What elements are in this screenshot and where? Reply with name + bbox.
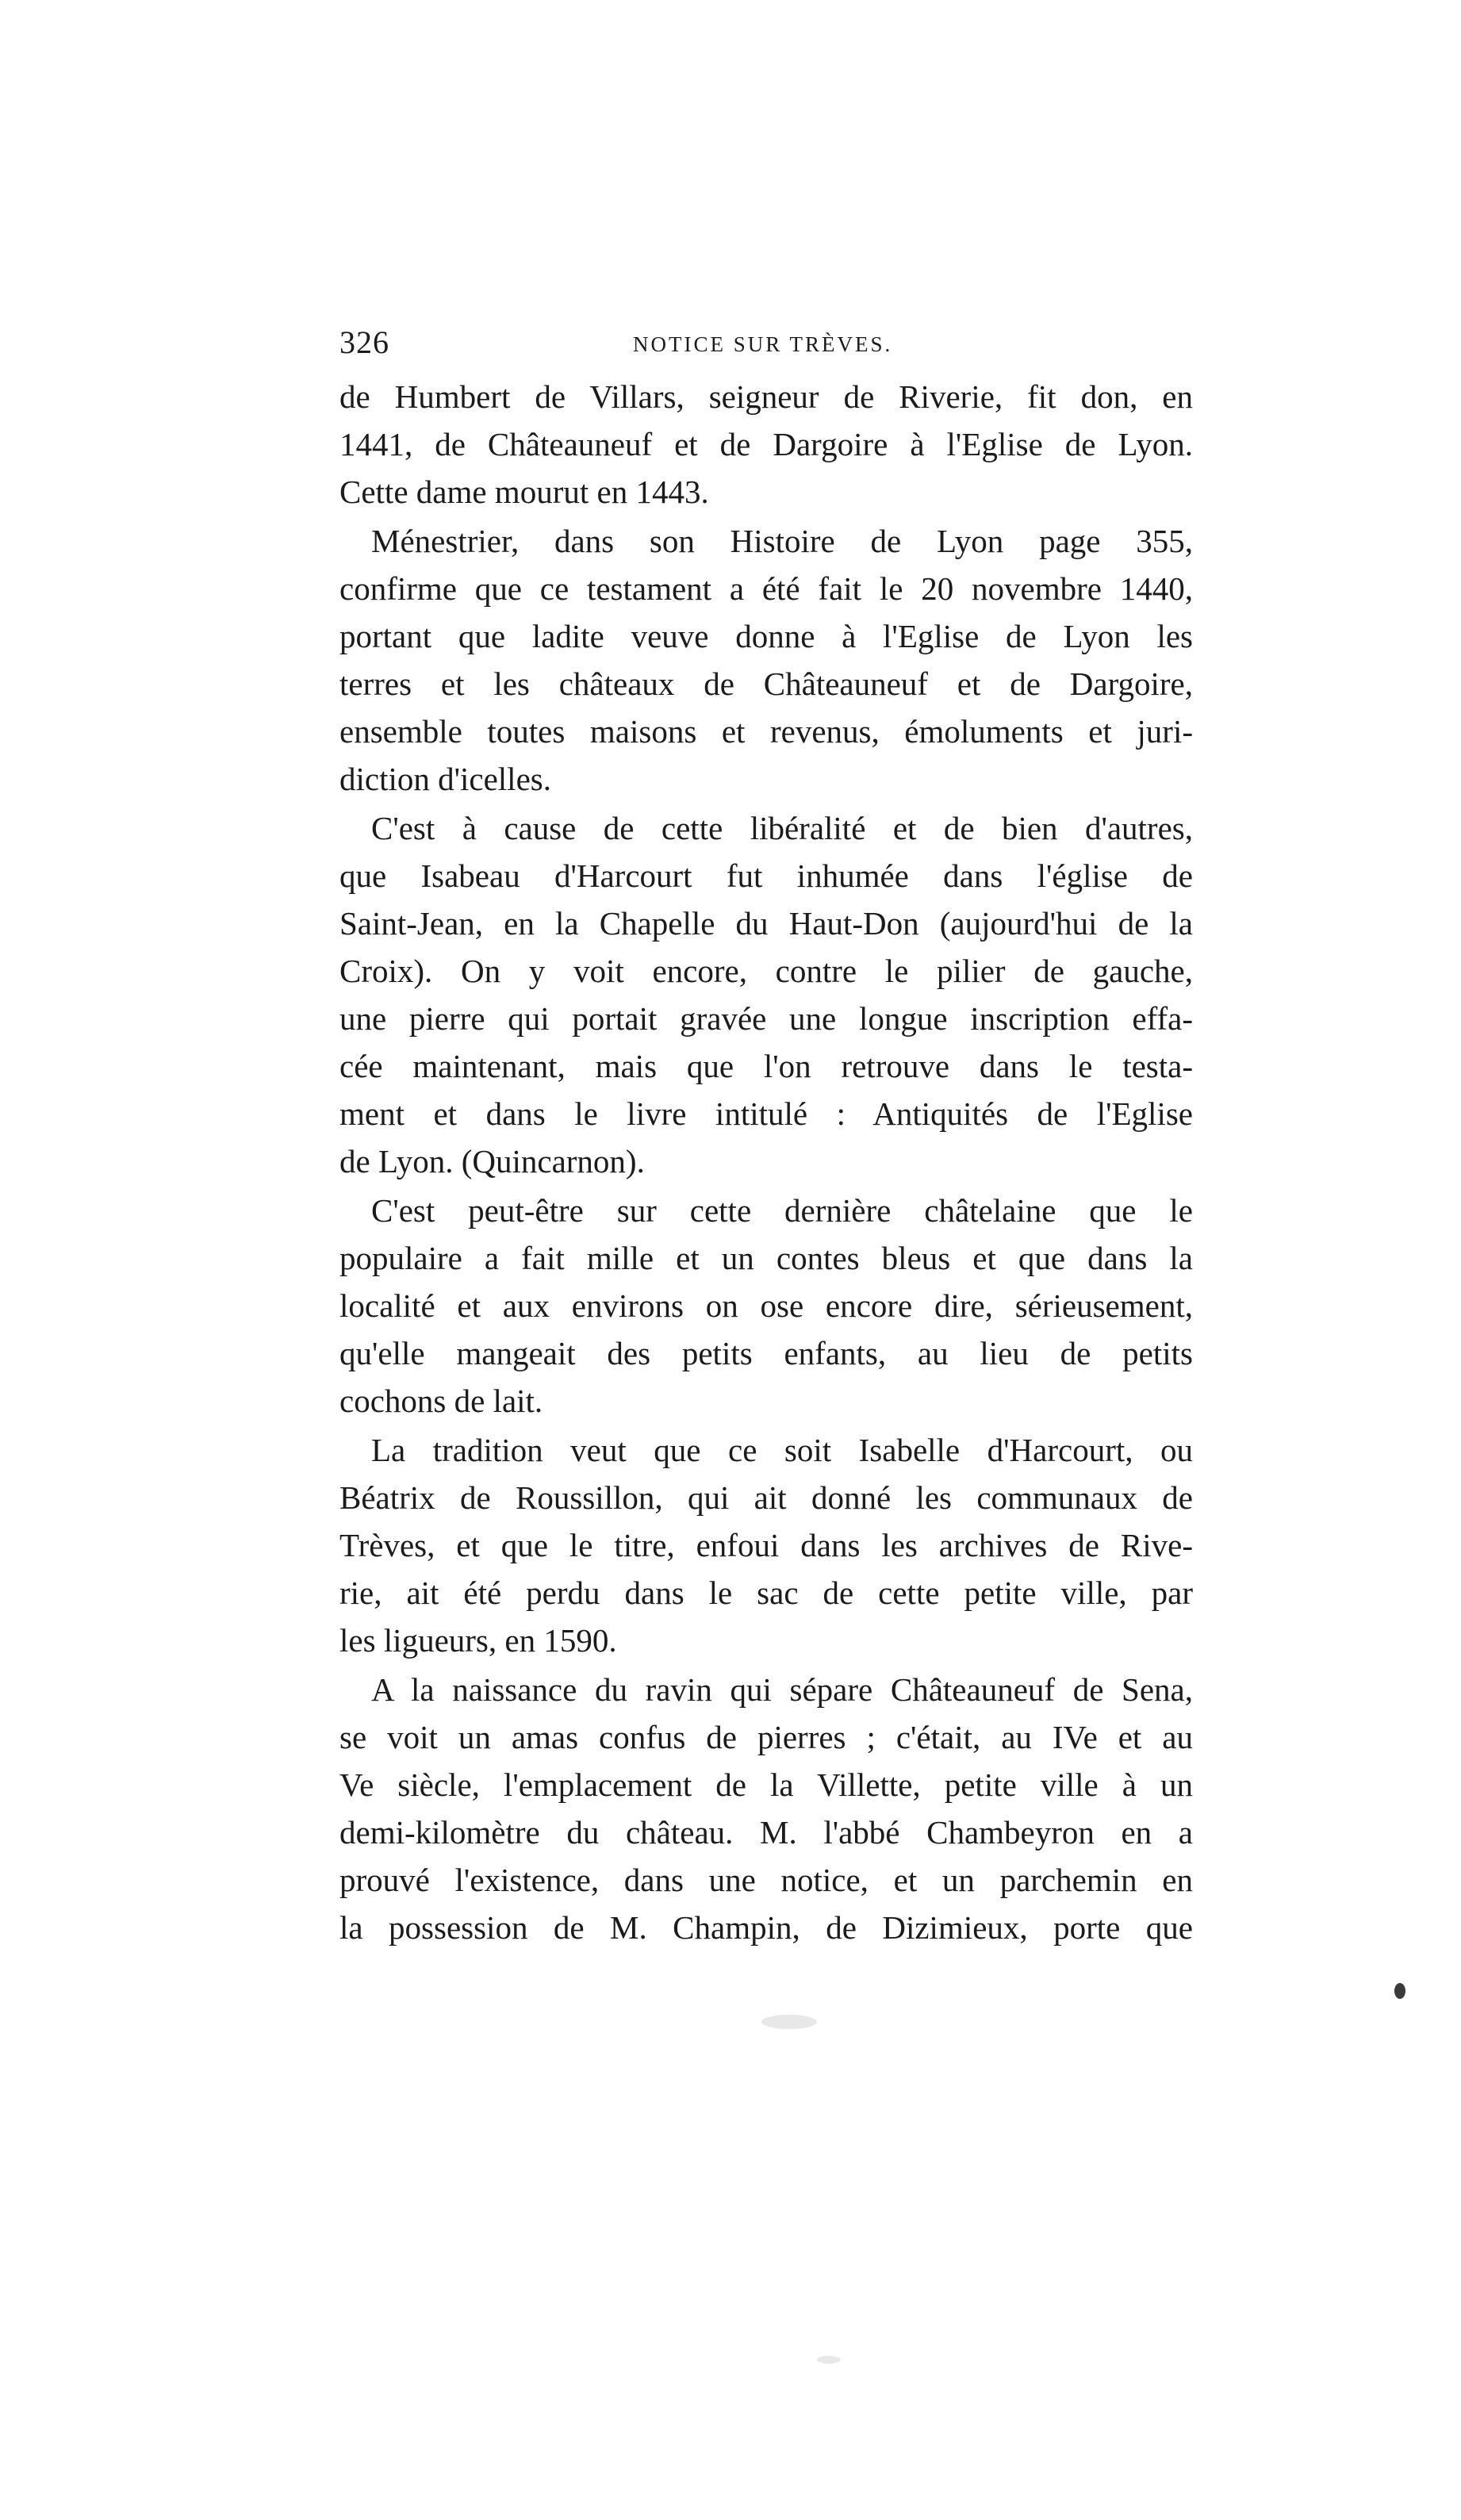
paragraph-2 bbox=[339, 517, 1193, 803]
text-line: diction d'icelles. bbox=[339, 761, 551, 797]
text-line: qu'elle mangeait des petits enfants, au lieu de petits bbox=[339, 1335, 1193, 1371]
text-line: Ménestrier, dans son Histoire de Lyon page 355, bbox=[371, 523, 1193, 559]
text-line: la possession de M. Champin, de Dizimieux, porte que bbox=[339, 1909, 1193, 1946]
text-line: Ve siècle, l'emplacement de la Villette, petite ville à un bbox=[339, 1766, 1193, 1803]
text-line: cochons de lait. bbox=[339, 1383, 543, 1419]
text-line: 1441, de Châteauneuf et de Dargoire à l'Eglise de Lyon. bbox=[339, 426, 1193, 462]
text-line: Trèves, et que le titre, enfoui dans les archives de Rive- bbox=[339, 1527, 1193, 1563]
page-number: 326 bbox=[339, 324, 389, 360]
paragraph-6 bbox=[339, 1666, 1193, 1951]
text-line: Cette dame mourut en 1443. bbox=[339, 474, 709, 510]
paper-smudge bbox=[761, 2015, 817, 2029]
text-line: demi-kilomètre du château. M. l'abbé Chambeyron en a bbox=[339, 1814, 1193, 1851]
text-line: confirme que ce testament a été fait le 20 novembre 1440, bbox=[339, 570, 1193, 607]
text-line: terres et les châteaux de Châteauneuf et de Dargoire, bbox=[339, 665, 1193, 702]
text-line: Saint-Jean, en la Chapelle du Haut-Don (aujourd'hui de la bbox=[339, 905, 1193, 942]
text-line: ment et dans le livre intitulé : Antiquités de l'Eglise bbox=[339, 1095, 1193, 1132]
text-line: que Isabeau d'Harcourt fut inhumée dans l'église de bbox=[339, 857, 1193, 894]
paragraph-3 bbox=[339, 804, 1193, 1185]
paragraph-1 bbox=[339, 373, 1193, 516]
text-line: A la naissance du ravin qui sépare Châteauneuf de Sena, bbox=[371, 1671, 1193, 1708]
running-head: NOTICE SUR TRÈVES. bbox=[633, 332, 893, 356]
text-line: populaire a fait mille et un contes bleus et que dans la bbox=[339, 1240, 1193, 1276]
page-header bbox=[339, 320, 1193, 365]
text-line: Croix). On y voit encore, contre le pilier de gauche, bbox=[339, 953, 1193, 989]
text-line: Béatrix de Roussillon, qui ait donné les communaux de bbox=[339, 1479, 1193, 1516]
text-line: localité et aux environs on ose encore dire, sérieusement, bbox=[339, 1287, 1193, 1324]
text-line: de Humbert de Villars, seigneur de Riverie, fit don, en bbox=[339, 378, 1193, 415]
paragraph-4 bbox=[339, 1187, 1193, 1425]
text-line: cée maintenant, mais que l'on retrouve dans le testa- bbox=[339, 1048, 1193, 1084]
text-line: de Lyon. (Quincarnon). bbox=[339, 1143, 645, 1179]
text-line: une pierre qui portait gravée une longue inscription effa- bbox=[339, 1000, 1193, 1037]
text-line: portant que ladite veuve donne à l'Eglise de Lyon les bbox=[339, 618, 1193, 654]
text-line: C'est à cause de cette libéralité et de bien d'autres, bbox=[371, 810, 1193, 846]
ink-speck bbox=[1394, 1983, 1405, 1999]
text-line: C'est peut-être sur cette dernière châtelaine que le bbox=[371, 1192, 1193, 1229]
text-line: La tradition veut que ce soit Isabelle d'Harcourt, ou bbox=[371, 1432, 1193, 1468]
paper-smudge bbox=[817, 2356, 841, 2364]
paragraph-5 bbox=[339, 1426, 1193, 1664]
body-text bbox=[339, 373, 1193, 1951]
text-line: se voit un amas confus de pierres ; c'était, au IVe et au bbox=[339, 1719, 1193, 1755]
text-line: les ligueurs, en 1590. bbox=[339, 1622, 617, 1659]
text-line: ensemble toutes maisons et revenus, émoluments et juri- bbox=[339, 713, 1193, 750]
text-line: rie, ait été perdu dans le sac de cette petite ville, par bbox=[339, 1575, 1193, 1611]
text-line: prouvé l'existence, dans une notice, et un parchemin en bbox=[339, 1862, 1193, 1898]
